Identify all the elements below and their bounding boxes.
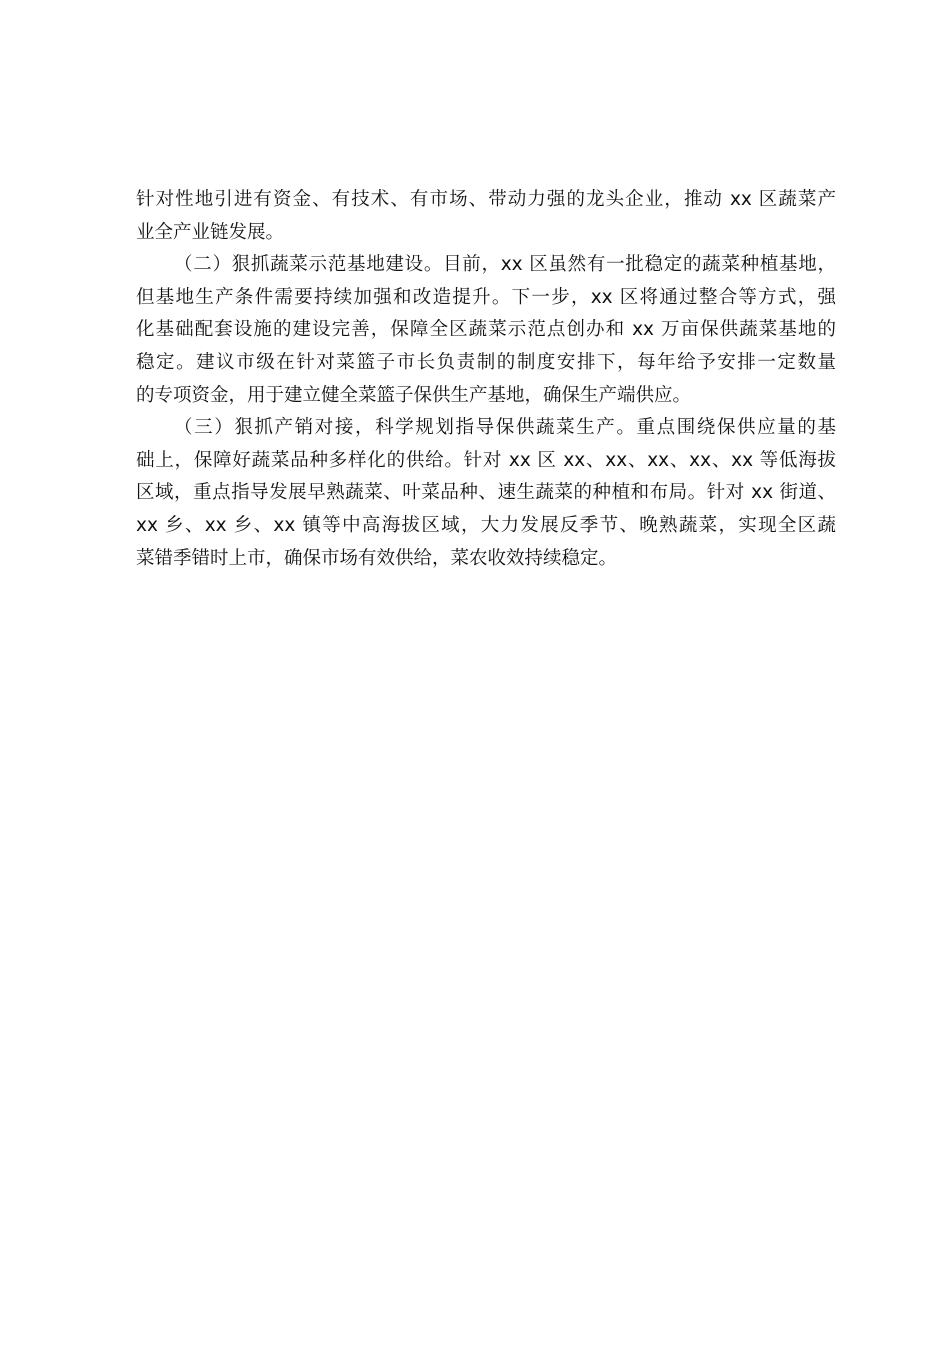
text-line: 菜错季错时上市，确保市场有效供给，菜农收效持续稳定。 (136, 547, 618, 569)
paragraph-p1-continued (136, 184, 836, 249)
text-line: 但基地生产条件需要持续加强和改造提升。下一步，xx 区将通过整合等方式，强 (136, 286, 836, 308)
text-line: 业全产业链发展。 (136, 221, 285, 243)
text-line: （三）狠抓产销对接，科学规划指导保供蔬菜生产。重点围绕保供应量的基 (174, 417, 836, 439)
text-line: 稳定。建议市级在针对菜篮子市长负责制的制度安排下，每年给予安排一定数量 (136, 351, 836, 373)
text-line: （二）狠抓蔬菜示范基地建设。目前，xx 区虽然有一批稳定的蔬菜种植基地， (174, 254, 836, 276)
text-line: 针对性地引进有资金、有技术、有市场、带动力强的龙头企业，推动 xx 区蔬菜产 (136, 189, 836, 210)
text-line: xx 乡、xx 乡、xx 镇等中高海拔区域，大力发展反季节、晚熟蔬菜，实现全区蔬 (136, 514, 836, 536)
paragraph-p3 (136, 412, 836, 575)
text-line: 区域，重点指导发展早熟蔬菜、叶菜品种、速生蔬菜的种植和布局。针对 xx 街道、 (136, 482, 836, 504)
text-line: 化基础配套设施的建设完善，保障全区蔬菜示范点创办和 xx 万亩保供蔬菜基地的 (136, 319, 836, 341)
document-body (136, 184, 836, 575)
text-line: 础上，保障好蔬菜品种多样化的供给。针对 xx 区 xx、xx、xx、xx、xx 等低海拔 (136, 449, 836, 471)
text-line: 的专项资金，用于建立健全菜篮子保供生产基地，确保生产端供应。 (136, 384, 692, 406)
paragraph-p2 (136, 249, 836, 412)
